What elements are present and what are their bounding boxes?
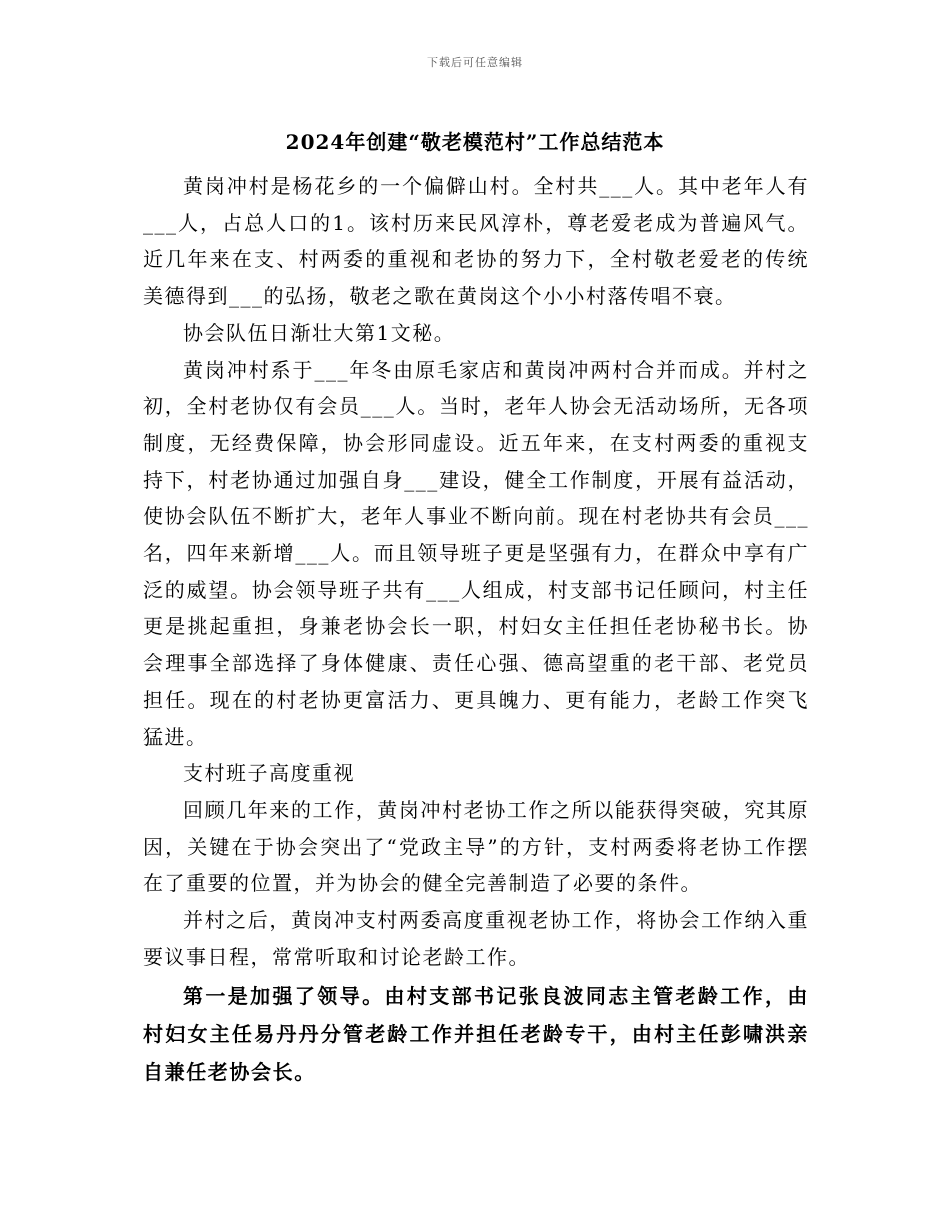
document-title: 2024年创建“敬老模范村”工作总结范本 — [285, 130, 665, 154]
paragraph-association: 黄岗冲村系于___年冬由原毛家店和黄岗冲两村合并而成。并村之初，全村老协仅有会员___人。当时，老年人协会无活动场所，无各项制度，无经费保障，协会形同虚设。近五年来，在支村两委的重视支持下，村老协通过加强自身___建设，健全工作制度，开展有益活动，使协会队伍不断扩大，老年人事业不断向前。现在村老协共有会员___名，四年来新增___人。而且领导班子更是坚强有力，在群众中享有广泛的威望。协会领导班子共有___人组成，村支部书记任顾问，村主任更是挑起重担，身兼老协会长一职，村妇女主任担任老协秘书长。协会理事全部选择了身体健康、责任心强、德高望重的老干部、老党员担任。现在的村老协更富活力、更具魄力、更有能力，老龄工作突飞猛进。 — [143, 357, 809, 749]
paragraph-bold-first: 第一是加强了领导。由村支部书记张良波同志主管老龄工作，由村妇女主任易丹丹分管老龄工作并担任老龄专干，由村主任彭啸洪亲自兼任老协会长。 — [143, 984, 809, 1085]
document-body — [143, 168, 809, 1091]
paragraph-review: 回顾几年来的工作，黄岗冲村老协工作之所以能获得突破，究其原因，关键在于协会突出了“党政主导”的方针，支村两委将老协工作摆在了重要的位置，并为协会的健全完善制造了必要的条件。 — [143, 797, 809, 896]
paragraph-intro: 黄岗冲村是杨花乡的一个偏僻山村。全村共___人。其中老年人有___人，占总人口的1。该村历来民风淳朴，尊老爱老成为普遍风气。近几年来在支、村两委的重视和老协的努力下，全村敬老爱老的传统美德得到___的弘扬，敬老之歌在黄岗这个小小村落传唱不衰。 — [143, 174, 809, 309]
section-heading-leadership: 支村班子高度重视 — [183, 761, 355, 786]
page-header-note: 下载后可任意编辑 — [427, 56, 523, 69]
section-heading-team: 协会队伍日渐壮大第1文秘。 — [183, 320, 456, 345]
paragraph-merger: 并村之后，黄岗冲支村两委高度重视老协工作，将协会工作纳入重要议事日程，常常听取和讨论老龄工作。 — [143, 908, 809, 969]
